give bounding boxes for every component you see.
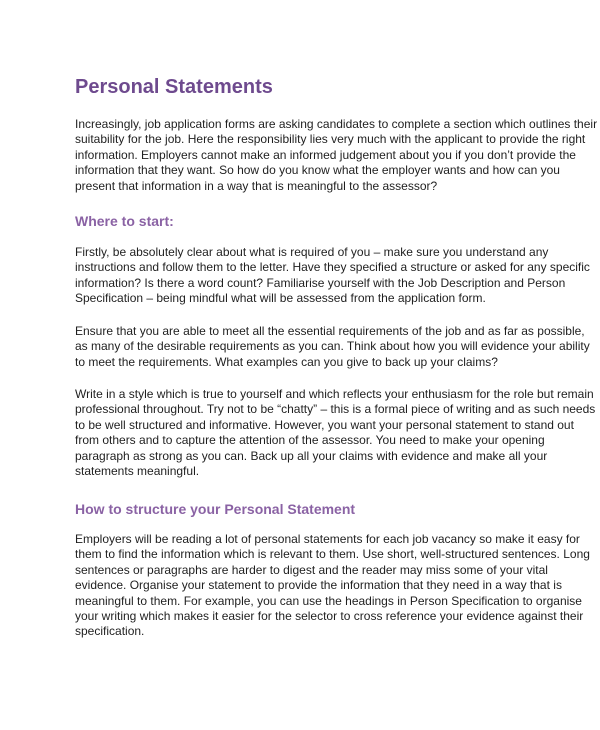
text-line: as many of the desirable requirements as you can. Think about how you will evidence your ability bbox=[75, 339, 590, 354]
section-heading-where-to-start: Where to start: bbox=[75, 213, 174, 229]
text-line: Write in a style which is true to yourself and which reflects your enthusiasm for the role but remain bbox=[75, 387, 594, 401]
text-line: from others and to capture the attention of the assessor. You need to make your opening bbox=[75, 433, 545, 448]
text-line: Ensure that you are able to meet all the essential requirements of the job and as far as possible, bbox=[75, 324, 585, 338]
section2-paragraph-1 bbox=[75, 532, 590, 640]
text-line: instructions and follow them to the letter. Have they specified a structure or asked for any specific bbox=[75, 260, 590, 275]
text-line: to meet the requirements. What examples can you give to back up your claims? bbox=[75, 354, 498, 369]
text-line: information? Is there a word count? Familiarise yourself with the Job Description and Person bbox=[75, 275, 566, 290]
text-line: information. Employers cannot make an informed judgement about you if you don’t provide the bbox=[75, 147, 576, 162]
text-line: statements meaningful. bbox=[75, 464, 200, 479]
section1-paragraph-3 bbox=[75, 387, 596, 479]
text-line: Firstly, be absolutely clear about what is required of you – make sure you understand any bbox=[75, 245, 549, 259]
text-line: information that they want. So how do you know what the employer wants and how can you bbox=[75, 163, 560, 178]
text-line: evidence. Organise your statement to provide the information that they need in a way that is bbox=[75, 578, 562, 593]
text-line: your writing which makes it easier for the selector to cross reference your evidence against their bbox=[75, 609, 584, 624]
section-heading-how-to-structure: How to structure your Personal Statement bbox=[75, 501, 356, 517]
section1-paragraph-2 bbox=[75, 324, 590, 370]
section1-paragraph-1 bbox=[75, 245, 590, 307]
text-line: present that information in a way that is meaningful to the assessor? bbox=[75, 178, 438, 193]
text-line: Specification – being mindful what will be assessed from the application form. bbox=[75, 291, 486, 306]
page-title: Personal Statements bbox=[75, 76, 273, 98]
text-line: specification. bbox=[75, 624, 145, 639]
intro-paragraph bbox=[75, 117, 598, 194]
text-line: sentences or paragraphs are harder to digest and the reader may miss some of your vital bbox=[75, 562, 548, 577]
text-line: professional throughout. Try not to be “chatty” – this is a formal piece of writing and as such needs bbox=[75, 402, 596, 417]
text-line: Increasingly, job application forms are asking candidates to complete a section which outlines their bbox=[75, 117, 598, 131]
text-line: to be well structured and informative. However, you want your personal statement to stand out bbox=[75, 417, 574, 432]
text-line: suitability for the job. Here the responsibility lies very much with the applicant to provide the right bbox=[75, 132, 586, 147]
text-line: Employers will be reading a lot of personal statements for each job vacancy so make it easy for bbox=[75, 532, 580, 546]
text-line: paragraph as strong as you can. Back up all your claims with evidence and make all your bbox=[75, 448, 548, 463]
text-line: meaningful to them. For example, you can use the headings in Person Specification to organise bbox=[75, 593, 582, 608]
text-line: them to find the information which is relevant to them. Use short, well-structured sentences. Long bbox=[75, 547, 590, 562]
